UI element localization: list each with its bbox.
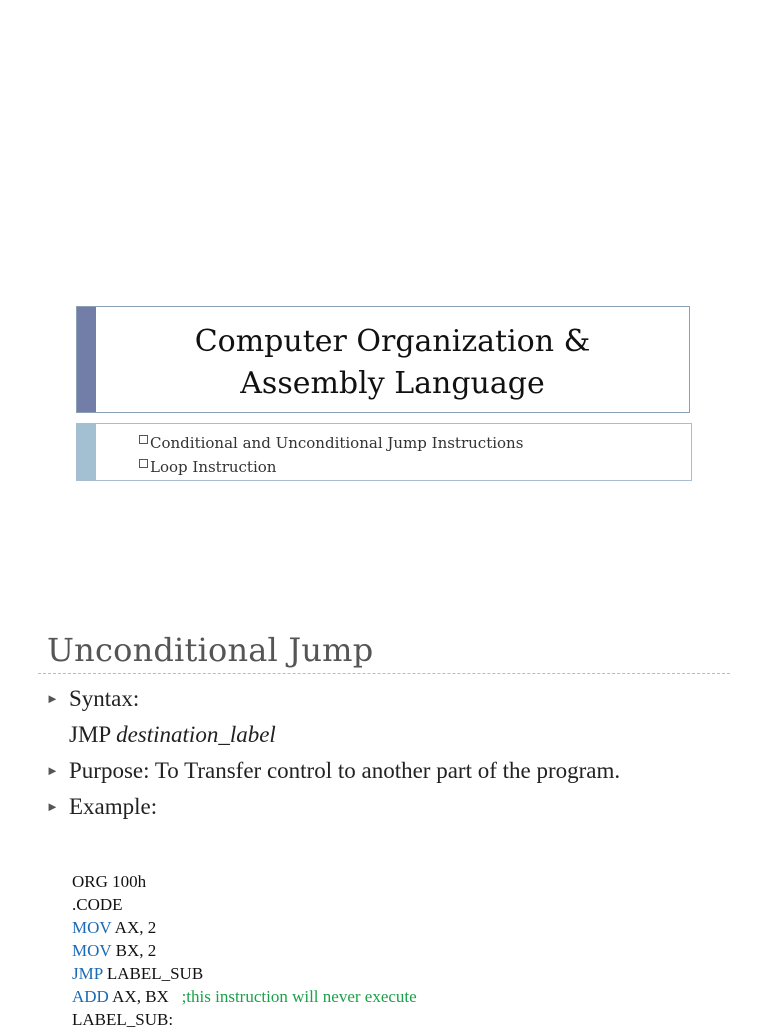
topics-list	[139, 431, 523, 479]
syntax-param: destination_label	[116, 722, 276, 747]
topic-label: Conditional and Unconditional Jump Instructions	[150, 434, 524, 452]
code-line	[72, 962, 417, 985]
topic-item	[139, 455, 523, 479]
cover-topics-box	[76, 423, 692, 481]
triangle-bullet-icon: ►	[46, 763, 59, 778]
bullet-example-label: Example:	[69, 794, 158, 819]
cover-title-line-2: Assembly Language	[240, 366, 545, 401]
code-line: ORG 100h	[72, 872, 147, 891]
title-accent-bar	[77, 307, 96, 412]
code-example	[72, 870, 417, 1031]
topic-label: Loop Instruction	[150, 458, 277, 476]
cover-title	[96, 321, 689, 405]
code-line	[72, 939, 417, 962]
code-comment: ;this instruction will never execute	[181, 987, 417, 1006]
cover-title-box	[76, 306, 690, 413]
triangle-bullet-icon: ►	[46, 691, 59, 706]
code-operands: AX, BX	[108, 987, 182, 1006]
square-bullet-icon	[139, 459, 148, 468]
code-keyword: JMP	[72, 964, 103, 983]
square-bullet-icon	[139, 435, 148, 444]
code-line	[72, 916, 417, 939]
slide-title: Unconditional Jump	[47, 631, 374, 669]
code-keyword: ADD	[72, 987, 109, 1006]
cover-title-line-1: Computer Organization &	[194, 324, 591, 359]
topics-accent-bar	[77, 424, 96, 480]
bullet-purpose-text: Purpose: To Transfer control to another part of the program.	[69, 758, 621, 783]
syntax-definition-text	[69, 720, 276, 750]
syntax-keyword: JMP	[69, 722, 117, 747]
code-keyword: MOV	[72, 918, 112, 937]
code-operands: LABEL_SUB	[102, 964, 204, 983]
code-line	[72, 985, 417, 1008]
topic-item	[139, 431, 523, 455]
bullet-syntax-label: Syntax:	[69, 686, 140, 711]
code-line: .CODE	[72, 895, 123, 914]
triangle-bullet-icon: ►	[46, 799, 59, 814]
code-operands: AX, 2	[111, 918, 157, 937]
code-operands: BX, 2	[111, 941, 157, 960]
code-keyword: MOV	[72, 941, 112, 960]
title-divider	[38, 673, 730, 674]
code-line: LABEL_SUB:	[72, 1010, 174, 1029]
